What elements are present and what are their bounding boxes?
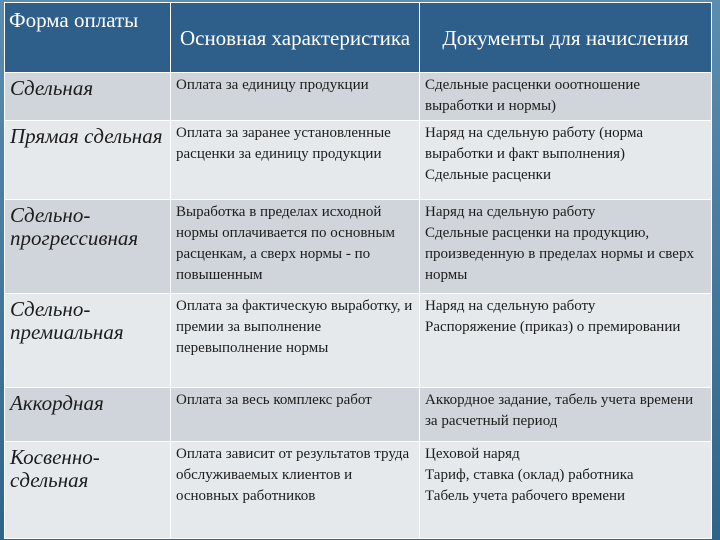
table-row [5,294,712,388]
documents-cell: Наряд на сдельную работу Сдельные расценки на продукцию, произведенную в пределах нормы и сверх нормы [420,200,712,294]
payment-form-cell: Косвенно-сдельная [5,442,171,539]
table-row [5,121,712,200]
payment-form-cell: Сдельно-премиальная [5,294,171,388]
characteristic-cell: Оплата за единицу продукции [171,73,420,121]
characteristic-cell: Оплата за заранее установленные расценки за единицу продукции [171,121,420,200]
documents-cell: Сдельные расценки ооотношение выработки и нормы) [420,73,712,121]
payment-form-cell: Прямая сдельная [5,121,171,200]
payment-forms-table [4,2,712,539]
characteristic-cell: Оплата за весь комплекс работ [171,388,420,442]
characteristic-cell: Выработка в пределах исходной нормы оплачивается по основным расценкам, а сверх нормы - по повышенным [171,200,420,294]
payment-form-cell: Сдельно-прогрессивная [5,200,171,294]
documents-cell: Аккордное задание, табель учета времени за расчетный период [420,388,712,442]
table-row [5,200,712,294]
payment-form-cell: Аккордная [5,388,171,442]
table-row [5,73,712,121]
header-payment-form: Форма оплаты [5,3,171,73]
header-documents: Документы для начисления [420,3,712,73]
documents-cell: Наряд на сдельную работу (норма выработки и факт выполнения) Сдельные расценки [420,121,712,200]
documents-cell: Наряд на сдельную работу Распоряжение (приказ) о премировании [420,294,712,388]
characteristic-cell: Оплата за фактическую выработку, и премии за выполнение перевыполнение нормы [171,294,420,388]
table-row [5,388,712,442]
table-row [5,442,712,539]
header-characteristic: Основная характеристика [171,3,420,73]
documents-cell: Цеховой наряд Тариф, ставка (оклад) работника Табель учета рабочего времени [420,442,712,539]
characteristic-cell: Оплата зависит от результатов труда обслуживаемых клиентов и основных работников [171,442,420,539]
table-header-row [5,3,712,73]
payment-form-cell: Сдельная [5,73,171,121]
